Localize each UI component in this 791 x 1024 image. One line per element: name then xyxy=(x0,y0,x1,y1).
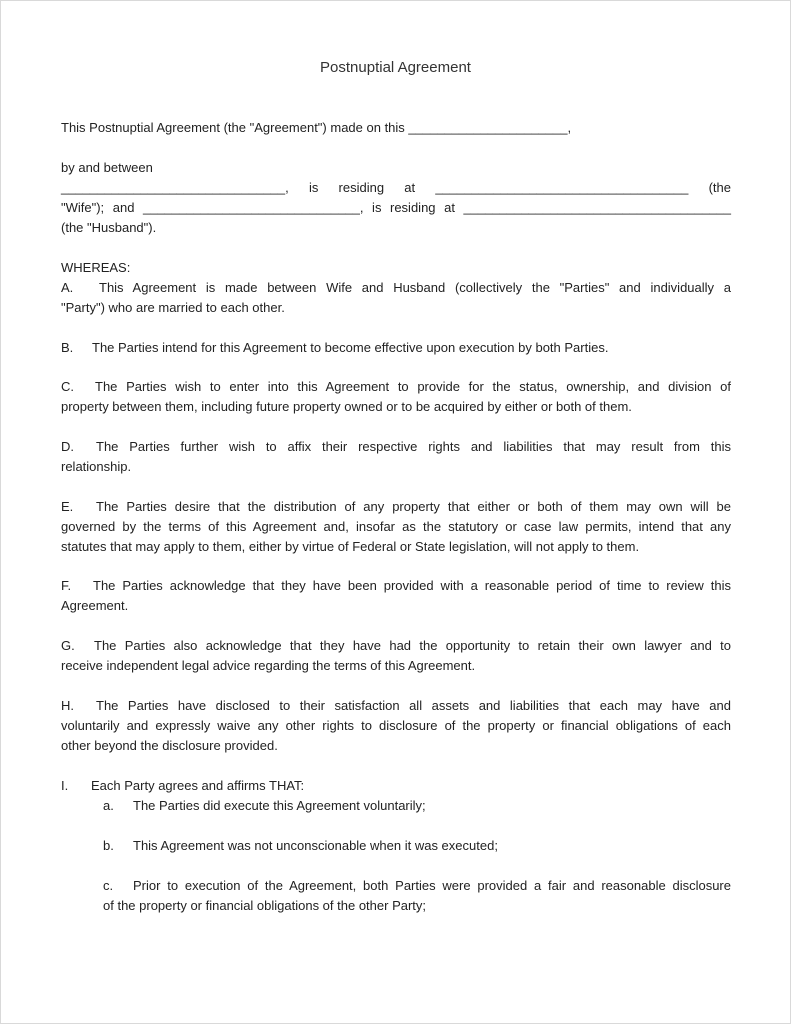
clause-a-letter: A. xyxy=(61,280,74,295)
intro-line-2: by and between xyxy=(61,160,153,175)
subclause-b xyxy=(103,836,731,856)
clause-e-letter: E. xyxy=(61,499,74,514)
clause-b-letter: B. xyxy=(61,340,74,355)
intro-line-5: (the "Husband"). xyxy=(61,220,157,235)
subclause-a-text: The Parties did execute this Agreement voluntarily; xyxy=(133,798,426,813)
subclause-c-text: Prior to execution of the Agreement, both Parties were provided a fair and reasonable disclosure xyxy=(133,878,731,893)
clause-d-line-1 xyxy=(61,437,731,457)
clause-c-line-2: property between them, including future property owned or to be acquired by either or both of them. xyxy=(61,399,632,414)
clause-f-text: The Parties acknowledge that they have been provided with a reasonable period of time to review this xyxy=(93,578,731,593)
clause-g-text: The Parties also acknowledge that they have had the opportunity to retain their own lawyer and to xyxy=(94,638,731,653)
clause-i-line-1 xyxy=(61,776,731,796)
clause-d-line-2: relationship. xyxy=(61,459,132,474)
clause-f-line-1 xyxy=(61,576,731,596)
clause-e-line-1 xyxy=(61,497,731,517)
document-title: Postnuptial Agreement xyxy=(320,59,471,76)
clause-h-line-2: voluntarily and expressly waive any other rights to disclosure of the property or financial obligations of each xyxy=(61,718,731,733)
subclause-b-letter: b. xyxy=(103,838,114,853)
clause-e-line-3: statutes that may apply to them, either by virtue of Federal or State legislation, will not apply to them. xyxy=(61,539,640,554)
clause-i-text: Each Party agrees and affirms THAT: xyxy=(91,778,305,793)
clause-g-line-2: receive independent legal advice regarding the terms of this Agreement. xyxy=(61,658,476,673)
clause-i-letter: I. xyxy=(61,778,69,793)
subclause-a-letter: a. xyxy=(103,798,114,813)
subclause-c-letter: c. xyxy=(103,878,114,893)
clause-a-text: This Agreement is made between Wife and Husband (collectively the "Parties" and individually a xyxy=(99,280,731,295)
clause-g-letter: G. xyxy=(61,638,75,653)
clause-c-line-1 xyxy=(61,377,731,397)
clause-f-line-2: Agreement. xyxy=(61,598,129,613)
subclause-c-line-2: of the property or financial obligations of the other Party; xyxy=(103,898,427,913)
clause-e-text: The Parties desire that the distribution of any property that either or both of them may own will be xyxy=(96,499,731,514)
clause-d-text: The Parties further wish to affix their respective rights and liabilities that may result from this xyxy=(96,439,731,454)
intro-line-1: This Postnuptial Agreement (the "Agreement") made on this ______________________, xyxy=(61,120,572,135)
clause-f-letter: F. xyxy=(61,578,72,593)
clause-a-line-2: "Party") who are married to each other. xyxy=(61,300,285,315)
intro-line-4: "Wife"); and ______________________________, is residing at _____________________________________ xyxy=(61,200,731,215)
subclause-a xyxy=(103,796,731,816)
clause-h-line-1 xyxy=(61,696,731,716)
clause-b-text: The Parties intend for this Agreement to become effective upon execution by both Parties. xyxy=(92,340,609,355)
subclause-c-line-1 xyxy=(103,876,731,896)
clause-g-line-1 xyxy=(61,636,731,656)
clause-h-line-3: other beyond the disclosure provided. xyxy=(61,738,278,753)
whereas-heading: WHEREAS: xyxy=(61,260,131,275)
clause-h-letter: H. xyxy=(61,698,74,713)
intro-line-3: _______________________________, is residing at ___________________________________ (the xyxy=(61,180,731,195)
clause-a-line-1 xyxy=(61,278,731,298)
clause-c-text: The Parties wish to enter into this Agreement to provide for the status, ownership, and division of xyxy=(95,379,731,394)
clause-b-line-1 xyxy=(61,338,731,358)
clause-h-text: The Parties have disclosed to their satisfaction all assets and liabilities that each may have and xyxy=(96,698,731,713)
clause-d-letter: D. xyxy=(61,439,74,454)
clause-e-line-2: governed by the terms of this Agreement and, insofar as the statutory or case law permits, intend that any xyxy=(61,519,731,534)
clause-c-letter: C. xyxy=(61,379,74,394)
subclause-b-text: This Agreement was not unconscionable when it was executed; xyxy=(133,838,498,853)
